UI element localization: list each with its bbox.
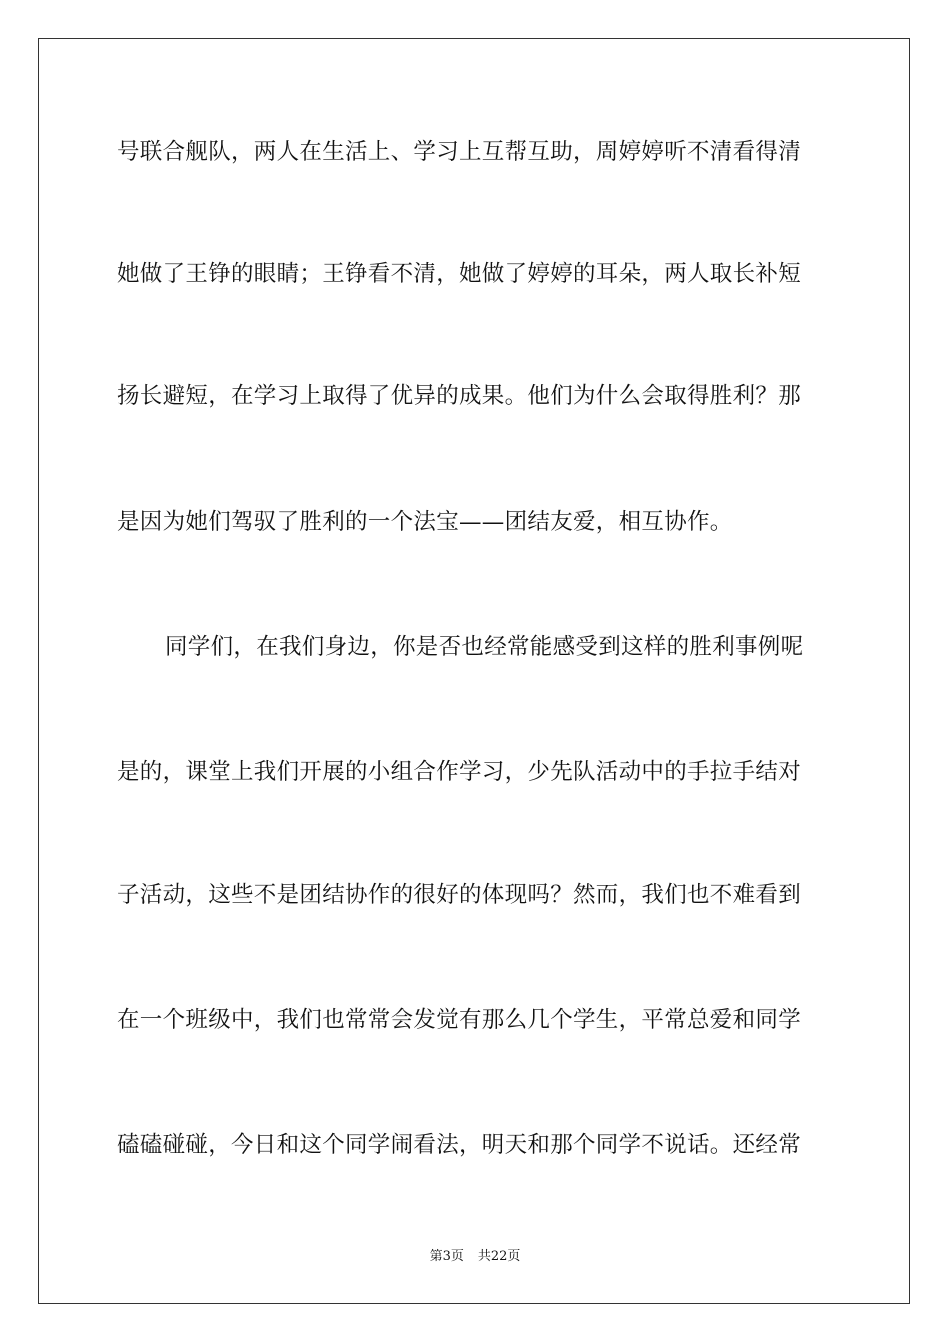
paragraph-line-1: 号联合舰队，两人在生活上、学习上互帮互助，周婷婷听不清看得清 [117, 139, 802, 165]
page-number-current: 第3页 [429, 1249, 464, 1264]
paragraph-line-3: 扬长避短，在学习上取得了优异的成果。他们为什么会取得胜利？那 [117, 383, 802, 409]
page-number-total: 共22页 [477, 1249, 521, 1264]
paragraph-line-4: 是因为她们驾驭了胜利的一个法宝——团结友爱，相互协作。 [117, 509, 733, 535]
paragraph-line-9: 磕磕碰碰，今日和这个同学闹看法，明天和那个同学不说话。还经常 [117, 1132, 802, 1158]
paragraph-line-2: 她做了王铮的眼睛；王铮看不清，她做了婷婷的耳朵，两人取长补短 [117, 261, 802, 287]
page-border [38, 38, 910, 1304]
paragraph-line-8: 在一个班级中，我们也常常会发觉有那么几个学生，平常总爱和同学 [117, 1007, 802, 1033]
page-footer [0, 1248, 950, 1266]
paragraph-line-7: 子活动，这些不是团结协作的很好的体现吗？然而，我们也不难看到 [117, 882, 802, 908]
paragraph-line-5: 同学们，在我们身边，你是否也经常能感受到这样的胜利事例呢 [165, 634, 804, 660]
paragraph-line-6: 是的，课堂上我们开展的小组合作学习，少先队活动中的手拉手结对 [117, 759, 802, 785]
